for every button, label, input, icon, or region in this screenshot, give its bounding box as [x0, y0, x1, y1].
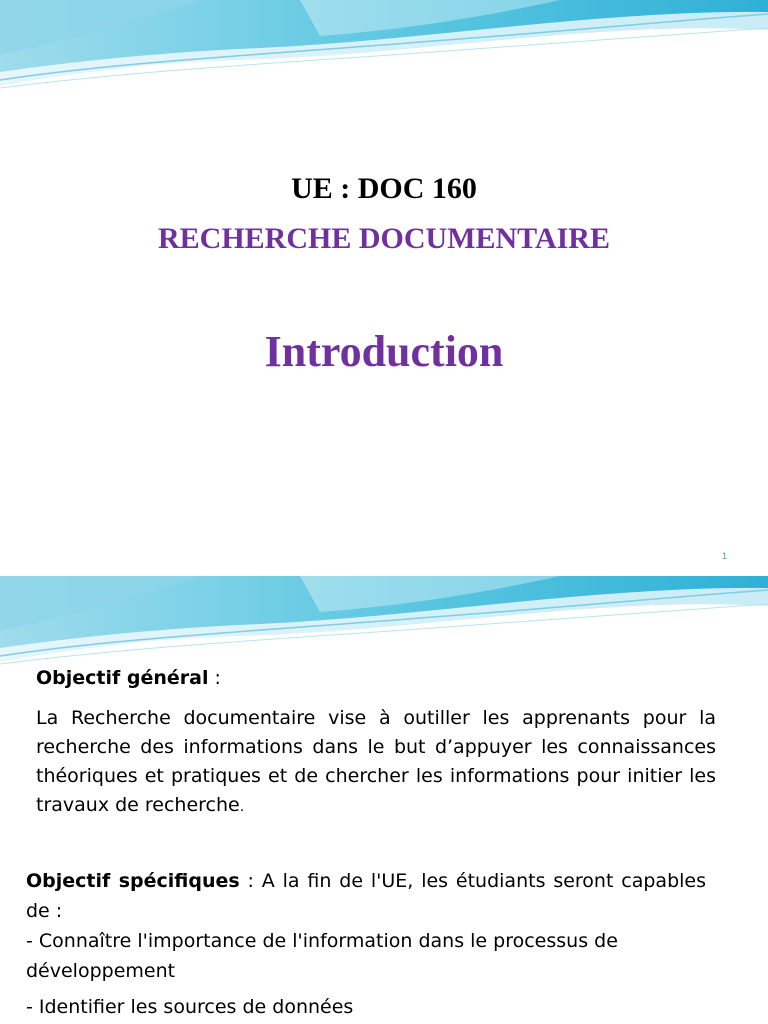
section-title: Introduction [264, 327, 504, 376]
wave-decoration [0, 0, 768, 100]
general-objective-colon: : [208, 667, 221, 689]
general-objective-text: La Recherche documentaire vise à outiller les apprenants pour la recherche des informations dans le but d’appuyer les connaissances théoriques et pratiques et de chercher les informations pour initier les travaux de recherche [36, 707, 716, 816]
list-item: - Identifier les sources de données [26, 996, 354, 1018]
specific-objectives [26, 866, 706, 1022]
course-name: RECHERCHE DOCUMENTAIRE [158, 222, 610, 255]
specific-objectives-intro [26, 866, 706, 926]
general-objective-body [36, 704, 716, 822]
objectives-slide [0, 576, 768, 1024]
general-objective-heading [36, 664, 716, 693]
general-objective-period: . [239, 799, 245, 815]
general-objective-label: Objectif général [36, 667, 209, 689]
course-code: UE : DOC 160 [291, 172, 477, 205]
specific-objectives-intro-text: : A la fin de l'UE, les étudiants seront capables de : [26, 870, 706, 922]
page-number: 1 [722, 551, 728, 561]
list-item: - Connaître l'importance de l'information dans le processus de développement [26, 930, 618, 982]
specific-objectives-label: Objectif spécifiques [26, 870, 240, 892]
wave-decoration [0, 576, 768, 676]
